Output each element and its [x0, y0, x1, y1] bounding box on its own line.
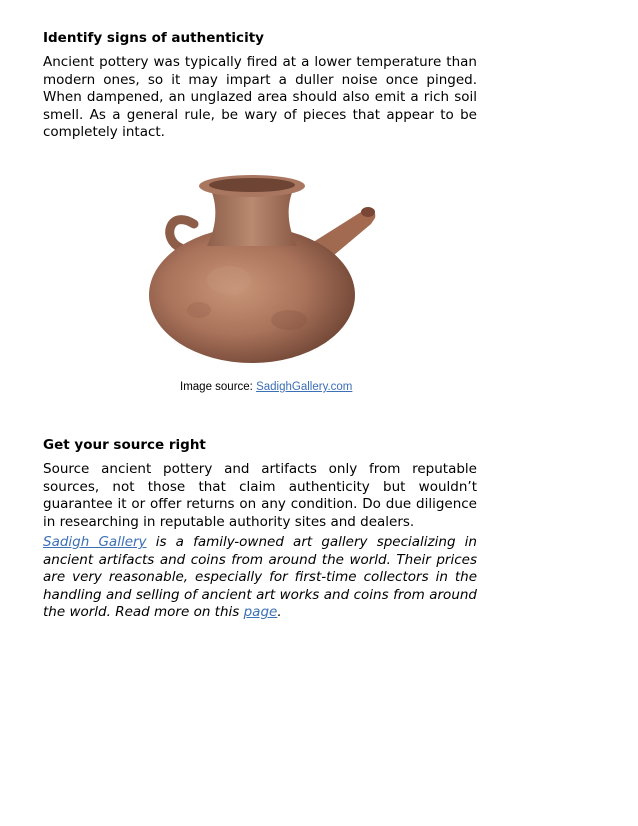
- paragraph-source: Source ancient pottery and artifacts only from reputable sources, not those that claim authenticity but wouldn’t guarantee it or offer returns on any condition. Do due diligence in researching in reputable authority sites and dealers.: [43, 461, 477, 530]
- sadigh-gallery-link[interactable]: Sadigh Gallery: [43, 534, 147, 550]
- section-heading-authenticity: Identify signs of authenticity: [43, 30, 264, 46]
- jug-neck: [207, 190, 297, 246]
- page-link[interactable]: page: [243, 604, 278, 620]
- section-heading-source: Get your source right: [43, 437, 206, 453]
- paragraph-authenticity: Ancient pottery was typically fired at a lower temperature than modern ones, so it may impart a duller noise once pinged. When dampened, an unglazed area should also emit a rich soil smell. As a general rule, be wary of pieces that appear to be completely intact.: [43, 54, 477, 140]
- jug-mouth: [209, 178, 295, 192]
- paragraph-gallery: [43, 534, 477, 622]
- image-source-link[interactable]: SadighGallery.com: [256, 381, 353, 393]
- jug-body: [149, 227, 355, 363]
- spout-opening: [361, 207, 375, 217]
- gallery-description: is a family-owned art gallery specializing in ancient artifacts and coins from around the world. Their prices are very reasonable, especially for first-time collectors in the handling and selling of ancient art works and coins from around the world. Read more on this: [43, 534, 477, 620]
- pottery-jug-image: [139, 150, 385, 368]
- image-caption: [180, 381, 352, 393]
- gallery-end-punctuation: .: [277, 604, 282, 620]
- caption-prefix: Image source:: [180, 381, 257, 393]
